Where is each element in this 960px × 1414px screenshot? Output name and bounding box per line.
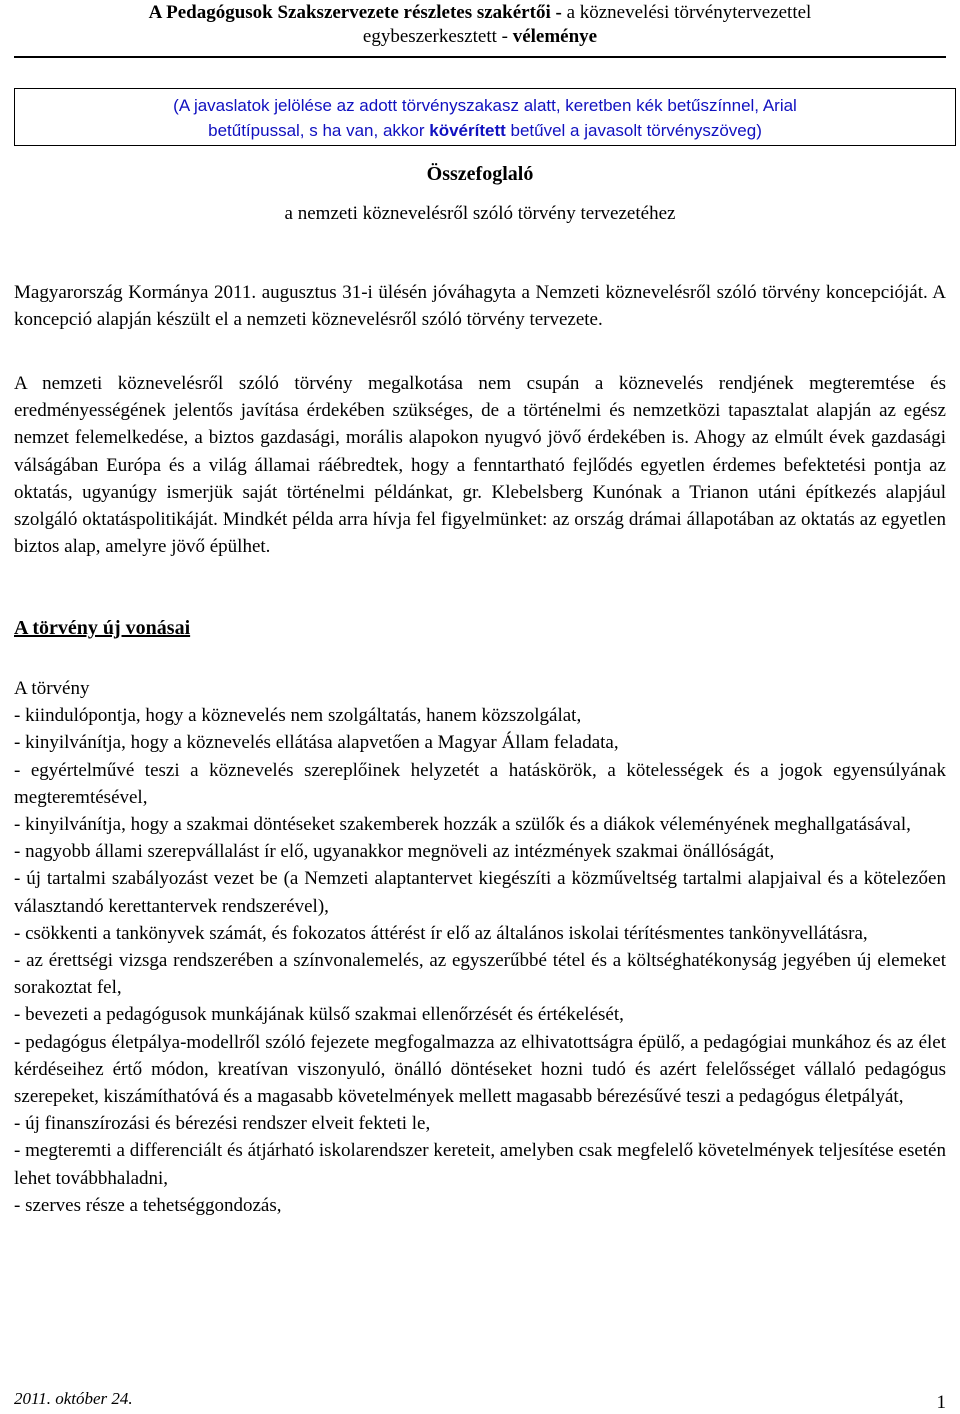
note-line-2-bold: kövérített — [429, 121, 506, 140]
list-intro: A törvény — [14, 678, 90, 699]
section-title: A törvény új vonásai — [14, 617, 191, 639]
list-item: - új finanszírozási és bérezési rendszer elveit fekteti le, — [14, 1113, 431, 1135]
page-number: 1 — [936, 1392, 946, 1413]
list-item: - kinyilvánítja, hogy a szakmai döntéseket szakemberek hozzák a szülők és a diákok véleményének meghallgatásával, — [14, 814, 911, 836]
note-box — [14, 88, 956, 146]
feature-list — [14, 675, 946, 1219]
list-item: - új tartalmi szabályozást vezet be (a Nemzeti alaptantervet kiegészíti a közműveltség tartalmi alapjaival és a kötelezően választandó kerettantervek rendszerével), — [14, 868, 946, 917]
list-item: - pedagógus életpálya-modellről szóló fejezete megfogalmazza az elhivatottságra épülő, a pedagógiai munkához és az élet kérdéseihez értő módon, kreatívan viszonyuló, önálló döntéseket hozni tudó és azért felelősséget vállaló pedagógus szerepeket, kiszámíthatóvá és a magasabb követelmények mellett magasabb bérezésűvé teszi a pedagógus életpályát, — [14, 1031, 946, 1108]
list-item: - csökkenti a tankönyvek számát, és fokozatos áttérést ír elő az általános iskolai térítésmentes tankönyvellátásra, — [14, 922, 868, 944]
note-line-2 — [15, 118, 955, 143]
paragraph-2 — [14, 370, 946, 560]
summary-subtitle: a nemzeti köznevelésről szóló törvény tervezetéhez — [284, 203, 676, 224]
list-item: - egyértelművé teszi a köznevelés szereplőinek helyzetét a hatáskörök, a kötelességek és a jogok egyensúlyának megteremtésével, — [14, 759, 946, 808]
note-line-2-b: betűvel a javasolt törvényszöveg) — [505, 121, 762, 140]
header-line-1-plain: a köznevelési törvénytervezettel — [561, 2, 812, 23]
footer-date: 2011. október 24. — [14, 1389, 133, 1408]
list-item: - nagyobb állami szerepvállalást ír elő, ugyanakkor megnöveli az intézmények szakmai önállóságát, — [14, 841, 775, 863]
paragraph-1-text: Magyarország Kormánya 2011. augusztus 31-i ülésén jóváhagyta a Nemzeti köznevelésről szóló törvény koncepcióját. A koncepció alapján készült el a nemzeti köznevelésről szóló törvény tervezete. — [14, 282, 946, 331]
list-item: - szerves része a tehetséggondozás, — [14, 1194, 282, 1216]
list-item: - kinyilvánítja, hogy a köznevelés ellátása alapvetően a Magyar Állam feladata, — [14, 732, 619, 754]
list-item: - kiindulópontja, hogy a köznevelés nem szolgáltatás, hanem közszolgálat, — [14, 705, 582, 727]
list-item: - megteremti a differenciált és átjárható iskolarendszer kereteit, amelyben csak megfelelő követelmények teljesítése esetén lehet továbbhaladni, — [14, 1140, 946, 1189]
list-item: - az érettségi vizsga rendszerében a színvonalemelés, az egyszerűbbé tétel és a költséghatékonyság jegyében új elemeket sorakoztat fel, — [14, 950, 946, 999]
note-line-1: (A javaslatok jelölése az adott törvényszakasz alatt, keretben kék betűszínnel, Arial — [173, 96, 797, 115]
header-line-2-bold: véleménye — [507, 26, 598, 47]
document-header — [14, 0, 946, 58]
header-line-1 — [14, 0, 946, 25]
header-line-1-bold: A Pedagógusok Szakszervezete részletes szakértői - — [148, 2, 562, 23]
header-line-2-plain: egybeszerkesztett - — [362, 26, 508, 47]
note-line-2-a: betűtípussal, s ha van, akkor — [208, 121, 430, 140]
summary-title: Összefoglaló — [426, 163, 534, 185]
paragraph-2-text: A nemzeti köznevelésről szóló törvény megalkotása nem csupán a köznevelés rendjének megteremtése és eredményességének jelentős javítása érdekében szükséges, de a történelmi és nemzetközi tapasztalat alapján az egész nemzet felemelkedése, a biztos gazdasági, morális alapokon nyugvó jövő érdekében is. Ahogy az elmúlt évek gazdasági válságában Európa és a világ államai ráébredtek, hogy a fenntartható fejlődés egyetlen érdemes befektetési pontja az oktatás, ugyanúgy ismerjük saját történelmi példánkat, gr. Klebelsberg Kunónak a Trianon utáni építkezés alapjául szolgáló oktatáspolitikáját. Mindkét példa arra hívja fel figyelmünket: az ország drámai állapotában az oktatás az egyetlen biztos alap, amelyre jövő épülhet. — [14, 373, 946, 558]
list-item: - bevezeti a pedagógusok munkájának külső szakmai ellenőrzését és értékelését, — [14, 1004, 624, 1026]
paragraph-1 — [14, 279, 946, 333]
header-line-2 — [14, 25, 946, 49]
